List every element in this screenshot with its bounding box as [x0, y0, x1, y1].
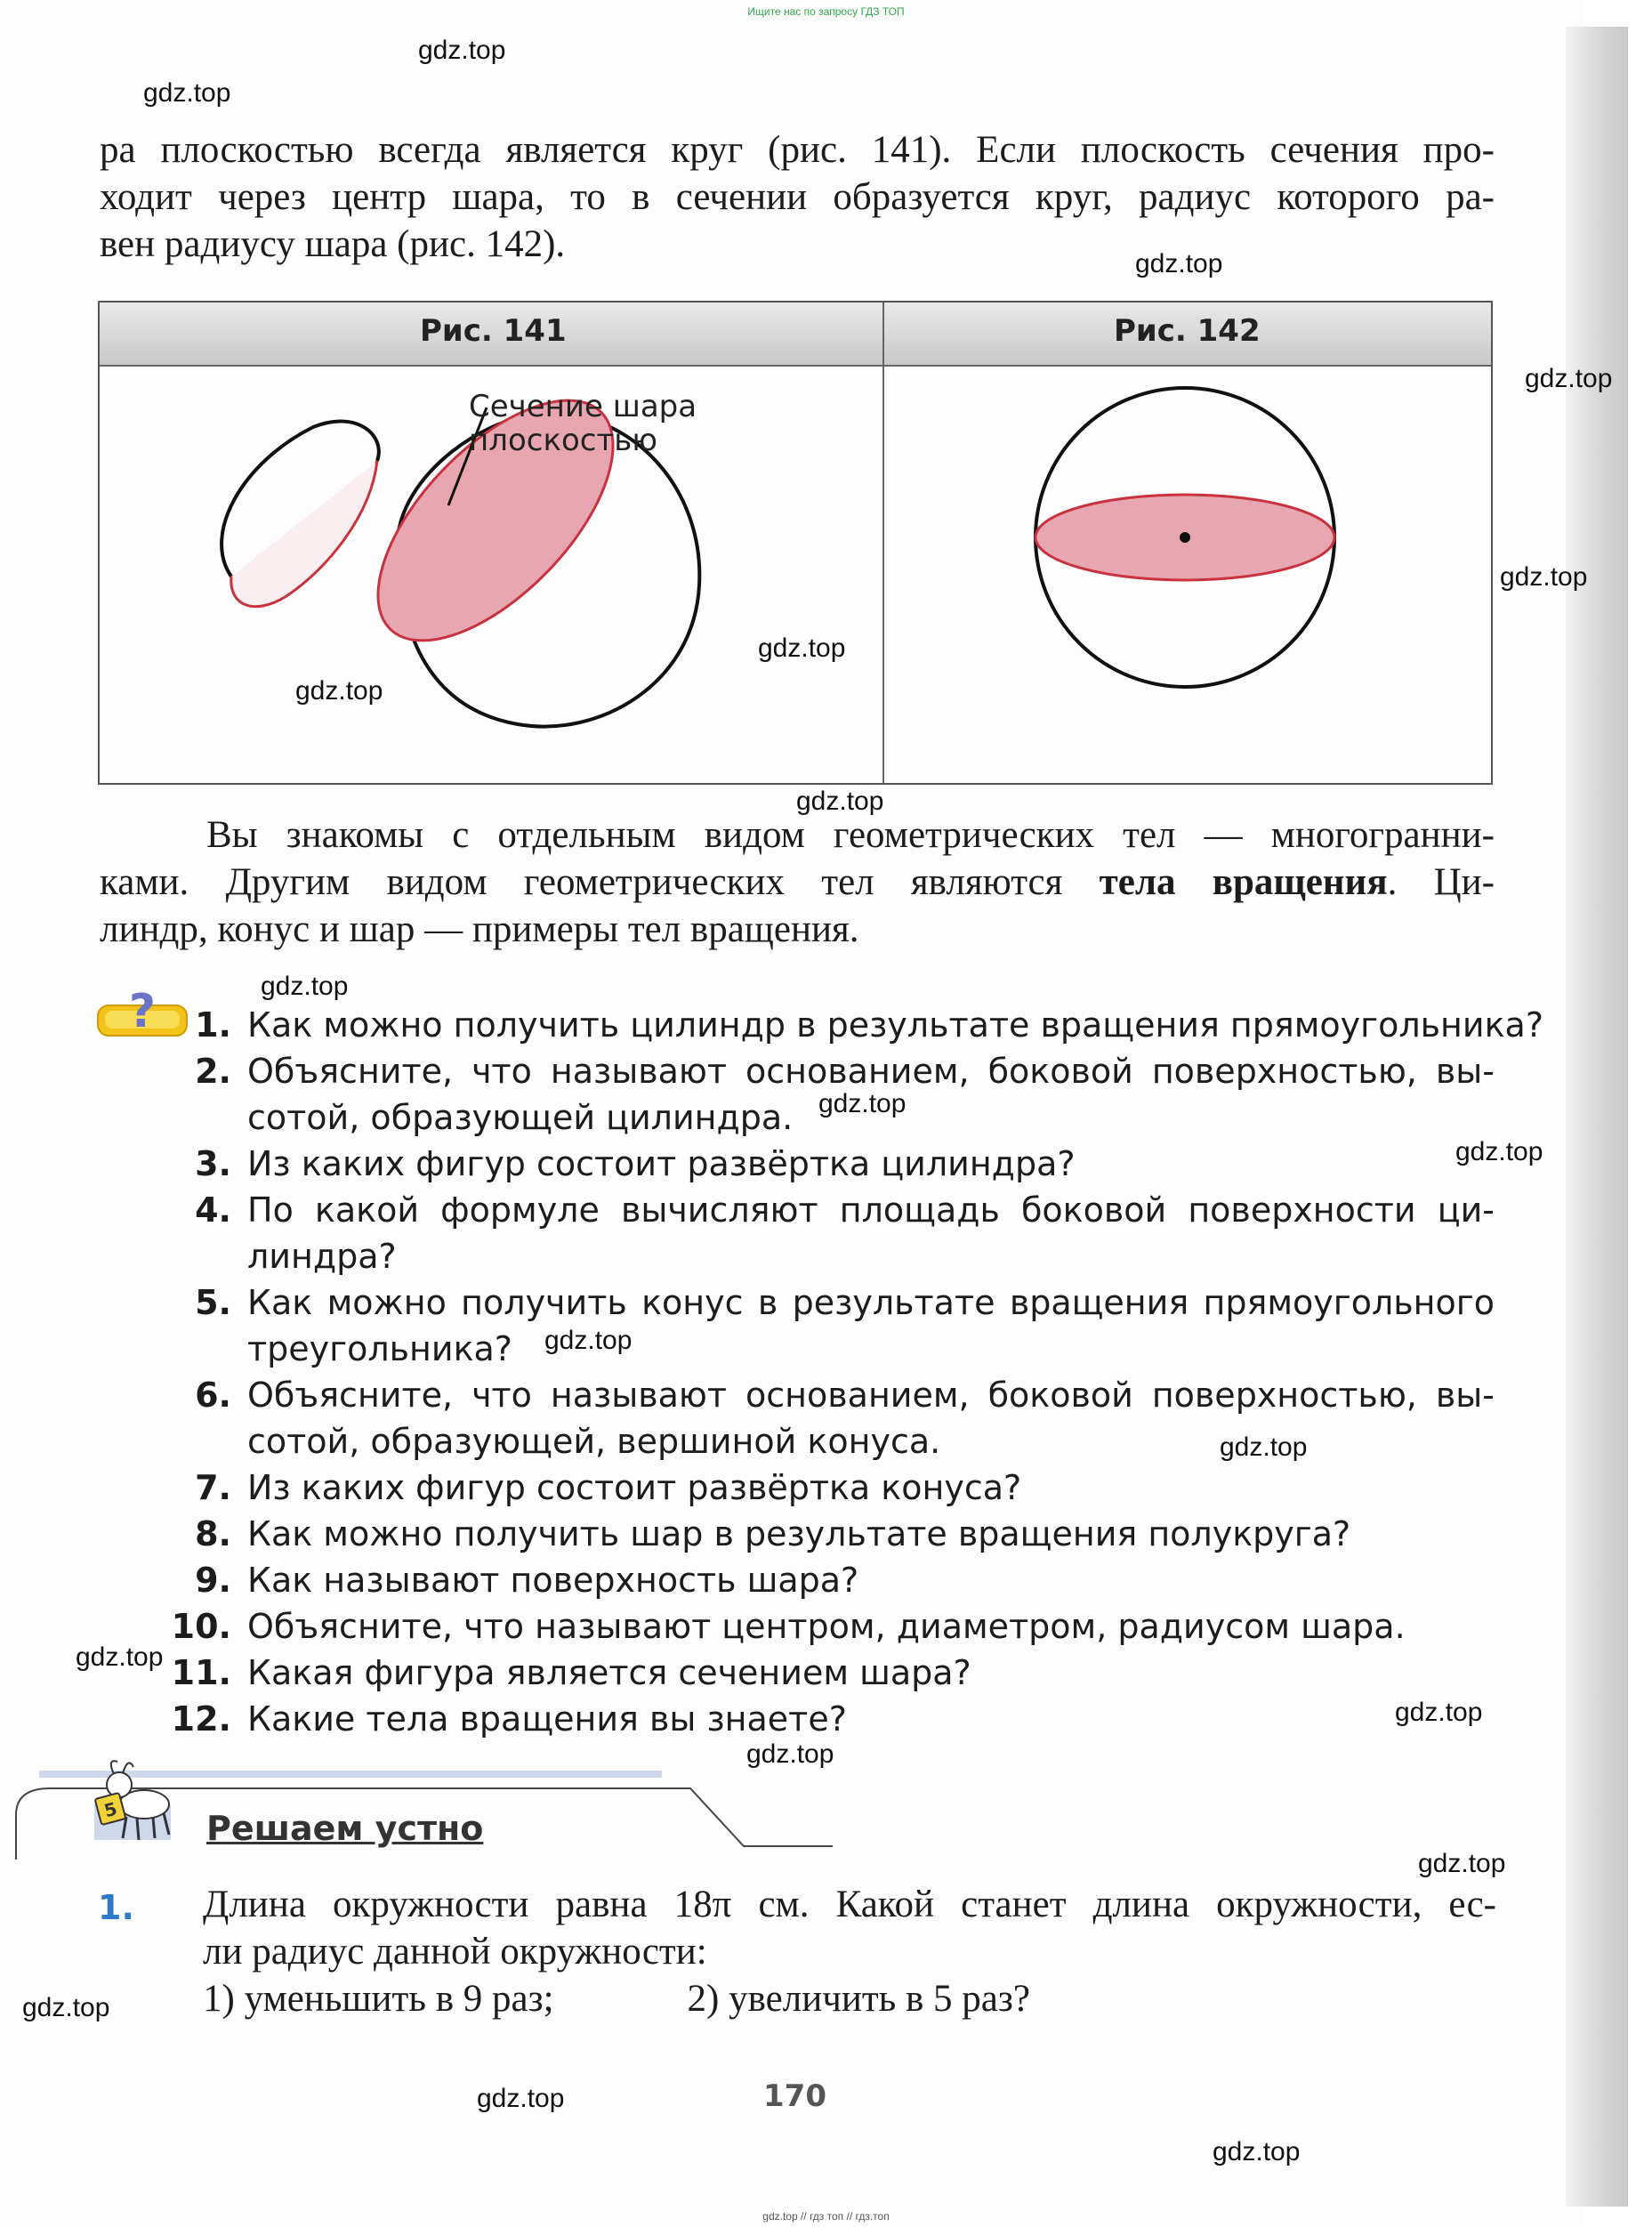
question-line: сотой, образующей, вершиной конуса.: [247, 1422, 941, 1461]
question-text: [247, 1187, 1495, 1279]
question-item: [0, 1464, 1503, 1511]
question-number: 3.: [195, 1144, 231, 1183]
task-part-2: 2) увеличить в 5 раз?: [687, 1978, 1030, 2020]
section-label-line: Сечение шара: [469, 389, 697, 424]
question-text: [247, 1002, 1544, 1048]
text-line: ли радиус данной окружности:: [203, 1931, 707, 1973]
question-text: [247, 1141, 1495, 1187]
text-line: Вы знакомы с отдельным видом геометрических тел — многогранни-: [206, 814, 1495, 856]
question-item: [0, 1002, 1544, 1048]
question-line: Объясните, что называют основанием, боковой поверхностью, вы-: [247, 1052, 1495, 1091]
watermark: gdz.top: [544, 1326, 633, 1355]
task-parts: [203, 1975, 1496, 2022]
watermark: gdz.top: [1213, 2137, 1301, 2166]
question-number: 10.: [171, 1607, 231, 1646]
watermark: gdz.top: [1418, 1849, 1506, 1878]
watermark: gdz.top: [143, 78, 231, 108]
question-item: [0, 1141, 1503, 1187]
question-line: Как можно получить шар в результате вращения полукруга?: [247, 1514, 1351, 1553]
question-text: [247, 1279, 1495, 1372]
text-run: ками. Другим видом геометрических тел являются: [100, 861, 1100, 903]
watermark: gdz.top: [1395, 1698, 1483, 1727]
watermark: gdz.top: [818, 1089, 907, 1118]
question-item: [0, 1279, 1503, 1372]
question-text: [247, 1650, 1495, 1696]
watermark: gdz.top: [758, 633, 846, 663]
task-1-text: [203, 1881, 1496, 2022]
question-text: [247, 1696, 1495, 1742]
question-number: 12.: [171, 1699, 231, 1739]
question-line: Как можно получить цилиндр в результате вращения прямоугольника?: [247, 1005, 1544, 1045]
section-label-line: плоскостью: [469, 423, 657, 458]
watermark: gdz.top: [261, 972, 349, 1001]
figure-table-header: [100, 303, 1491, 367]
question-line: Как можно получить конус в результате вращения прямоугольного: [247, 1283, 1495, 1322]
watermark: gdz.top: [477, 2084, 565, 2113]
task-part-1: 1) уменьшить в 9 раз;: [203, 1978, 554, 2020]
question-item: [0, 1187, 1503, 1279]
question-number: 11.: [171, 1653, 231, 1692]
question-line: Из каких фигур состоит развёртка конуса?: [247, 1468, 1022, 1507]
text-line: Длина окружности равна 18π см. Какой станет длина окружности, ес-: [203, 1884, 1496, 1925]
question-item: [0, 1048, 1503, 1141]
text-line: вен радиусу шара (рис. 142).: [100, 223, 566, 265]
question-number: 6.: [195, 1376, 231, 1415]
question-line: треугольника?: [247, 1329, 512, 1368]
question-number: 1.: [195, 1005, 231, 1045]
top-note: Ищите нас по запросу ГДЗ ТОП: [747, 5, 905, 18]
question-line: линдра?: [247, 1237, 397, 1276]
intro-paragraph: [100, 126, 1495, 268]
text-line: [100, 859, 1495, 906]
text-line: ра плоскостью всегда является круг (рис. 141). Если плоскость сечения про-: [100, 129, 1495, 171]
text-line: линдр, конус и шар — примеры тел вращения.: [100, 908, 859, 950]
figure-table: [98, 301, 1493, 785]
question-text: [247, 1048, 1495, 1141]
section-title: Решаем устно: [206, 1809, 484, 1848]
question-item: [0, 1696, 1503, 1742]
figure-drawings: [100, 365, 1491, 783]
watermark: gdz.top: [1500, 562, 1588, 592]
question-item: [0, 1650, 1503, 1696]
question-number: 9.: [195, 1561, 231, 1600]
question-item: [0, 1511, 1503, 1557]
term-bold: тела вращения: [1099, 861, 1388, 903]
question-line: Какая фигура является сечением шара?: [247, 1653, 971, 1692]
section-label: [469, 390, 697, 457]
watermark: gdz.top: [1220, 1432, 1308, 1462]
watermark: gdz.top: [1525, 364, 1613, 393]
task-number: 1.: [98, 1888, 134, 1927]
figure-141-title: Рис. 141: [420, 313, 567, 349]
watermark: gdz.top: [796, 787, 884, 816]
question-item: [0, 1603, 1503, 1650]
watermark: gdz.top: [1455, 1137, 1543, 1166]
question-number: 8.: [195, 1514, 231, 1553]
question-item: [0, 1557, 1503, 1603]
question-line: Объясните, что называют основанием, боковой поверхностью, вы-: [247, 1376, 1495, 1415]
question-number: 5.: [195, 1283, 231, 1322]
question-text: [247, 1511, 1495, 1557]
badge-text: 5: [101, 1797, 120, 1822]
question-item: [0, 1372, 1503, 1464]
watermark: gdz.top: [295, 676, 383, 706]
question-line: Объясните, что называют центром, диаметром, радиусом шара.: [247, 1607, 1406, 1646]
question-text: [247, 1603, 1495, 1650]
question-text: [247, 1372, 1495, 1464]
page-number: 170: [763, 2078, 826, 2114]
watermark: gdz.top: [1135, 249, 1223, 278]
question-line: сотой, образующей цилиндра.: [247, 1098, 794, 1137]
question-line: Какие тела вращения вы знаете?: [247, 1699, 847, 1739]
question-line: По какой формуле вычисляют площадь боковой поверхности ци-: [247, 1190, 1495, 1230]
question-text: [247, 1557, 1495, 1603]
svg-text:?: ?: [128, 988, 157, 1038]
watermark: gdz.top: [22, 1993, 110, 2022]
bottom-note: gdz.top // гдз топ // гдз.топ: [762, 2210, 890, 2223]
question-number: 4.: [195, 1190, 231, 1230]
body-paragraph: [100, 811, 1495, 953]
goat-mascot-icon: [91, 1749, 180, 1847]
watermark: gdz.top: [746, 1739, 834, 1769]
book-spine-shadow: [1566, 27, 1628, 2207]
question-text: [247, 1464, 1495, 1511]
text-run: . Ци-: [1387, 861, 1495, 903]
watermark: gdz.top: [76, 1642, 164, 1672]
question-line: Из каких фигур состоит развёртка цилиндра?: [247, 1144, 1076, 1183]
watermark: gdz.top: [418, 36, 506, 65]
figure-142-title: Рис. 142: [1114, 313, 1261, 349]
question-number: 7.: [195, 1468, 231, 1507]
text-line: ходит через центр шара, то в сечении образуется круг, радиус которого ра-: [100, 176, 1495, 218]
question-number: 2.: [195, 1052, 231, 1091]
figure-142-sphere-section: [1036, 388, 1334, 687]
question-line: Как называют поверхность шара?: [247, 1561, 859, 1600]
